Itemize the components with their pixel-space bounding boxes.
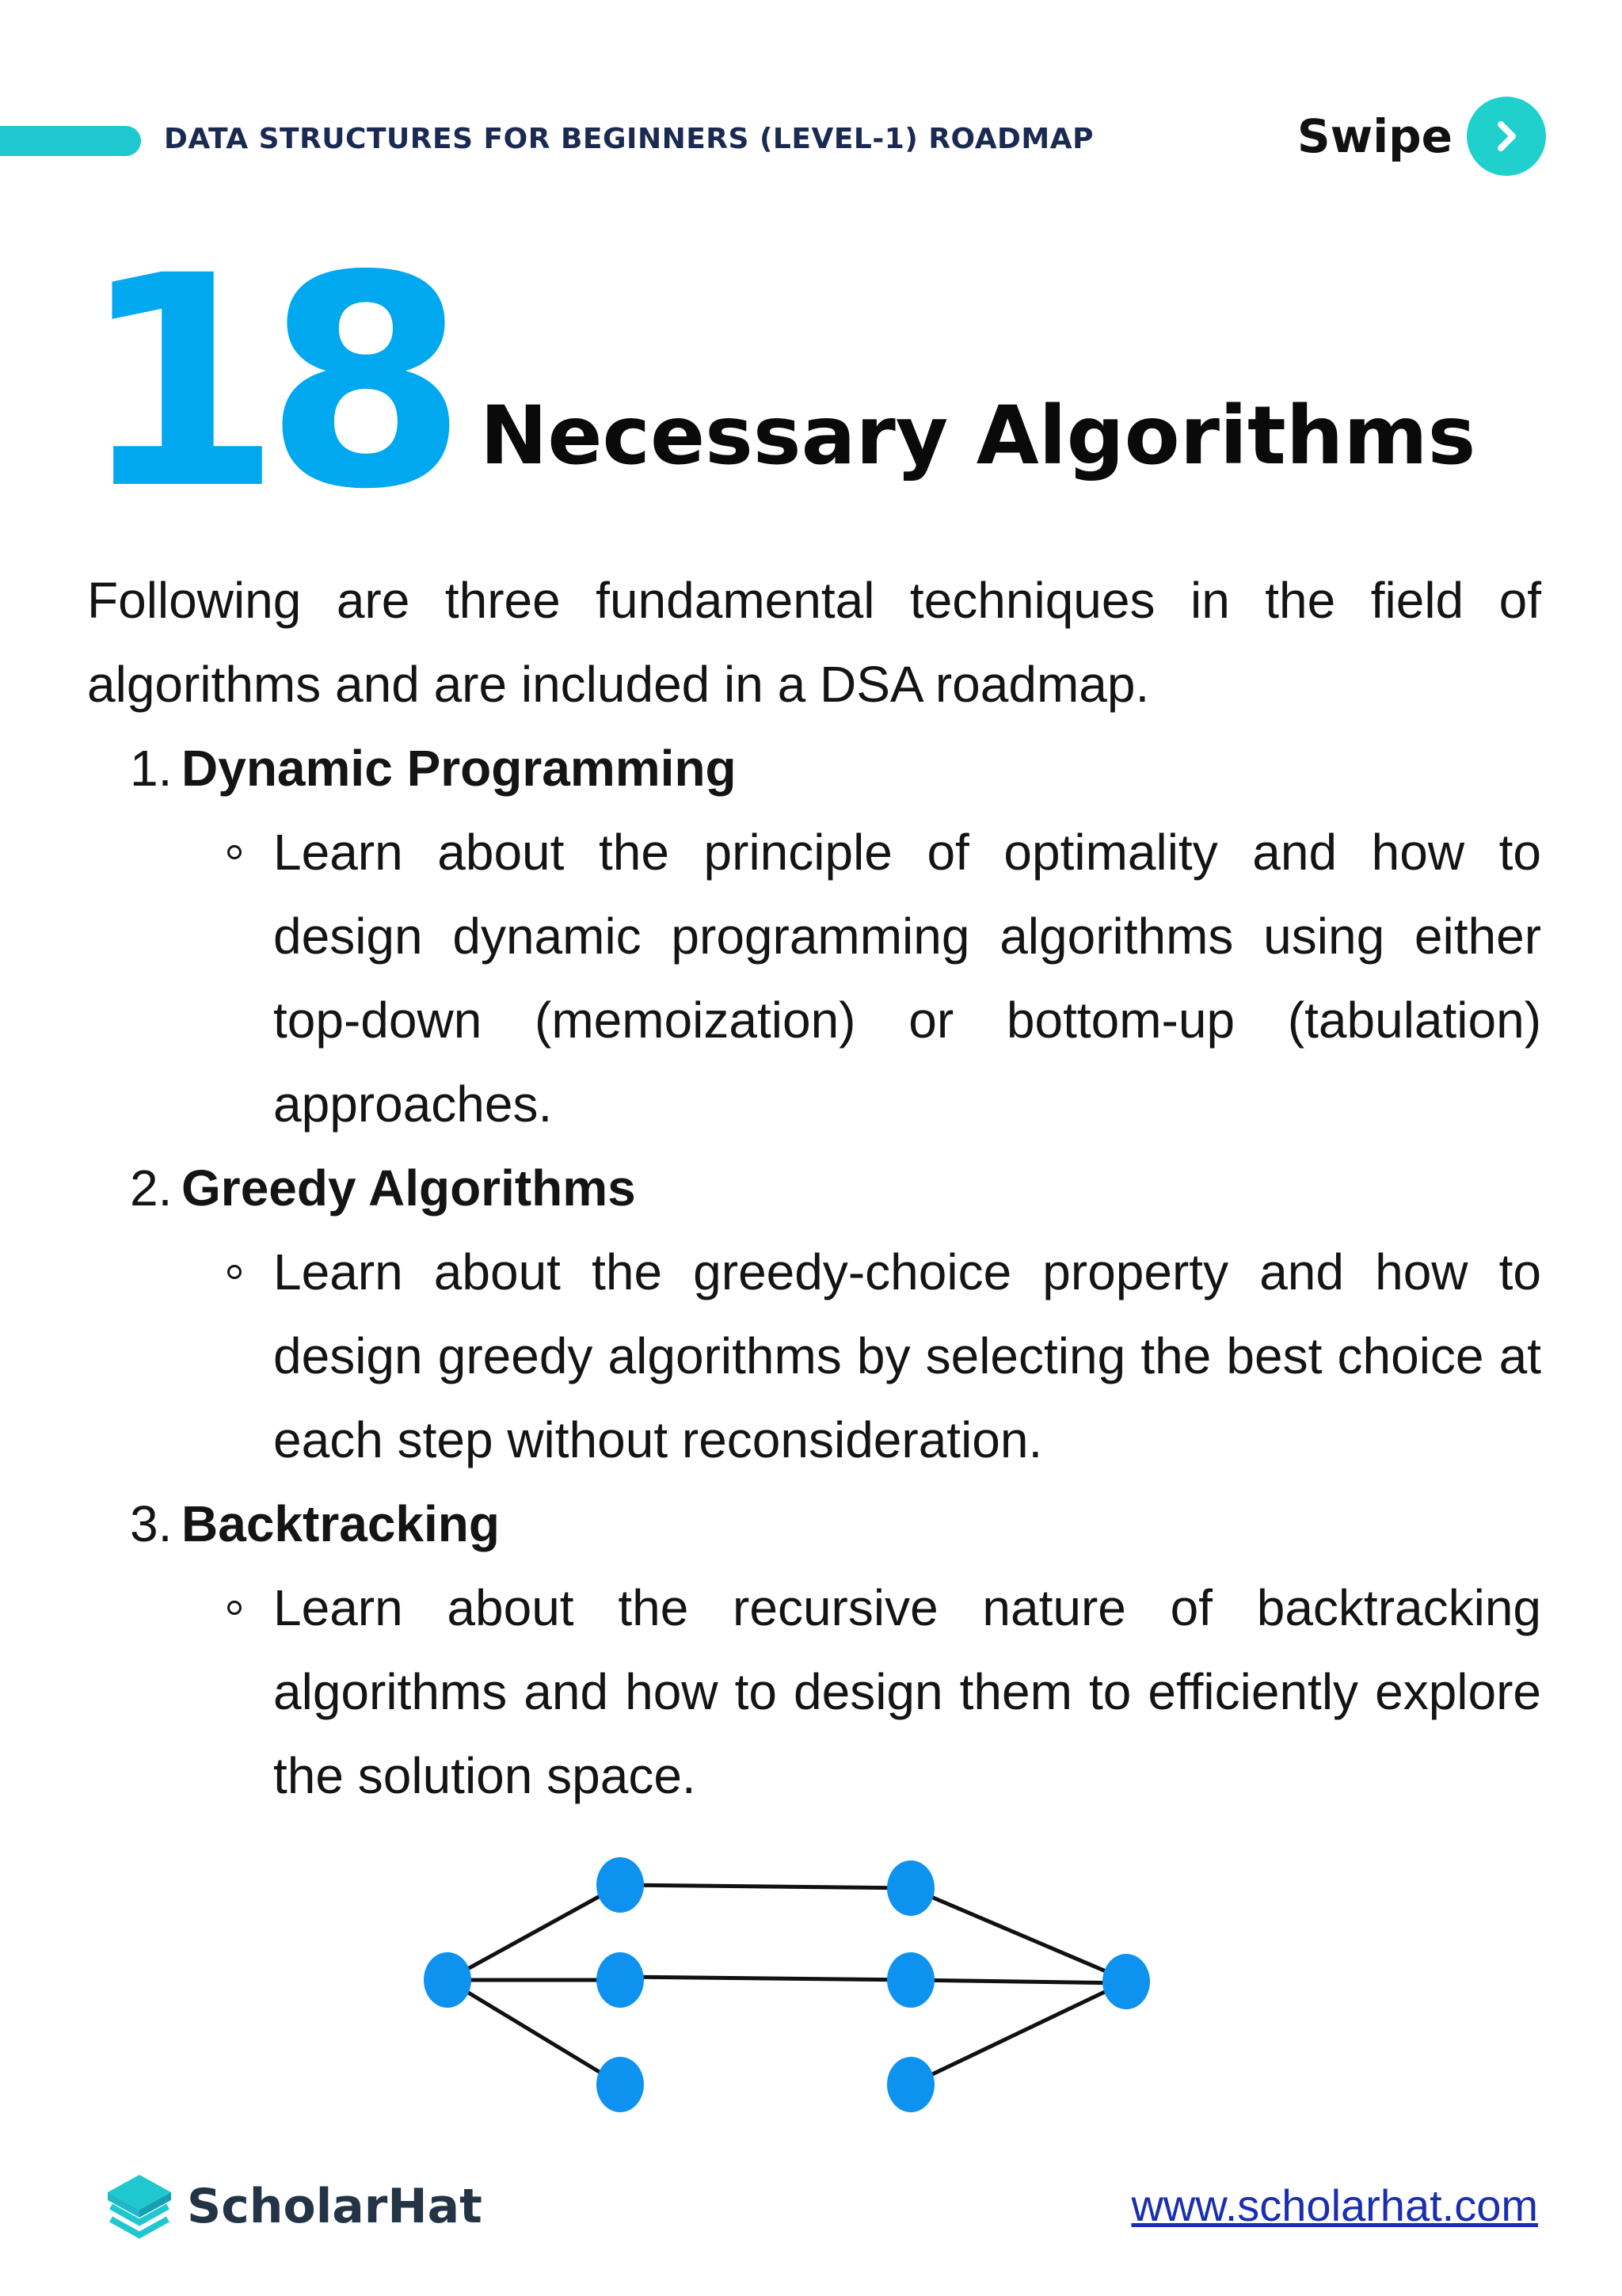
graph-node <box>887 1860 935 1916</box>
algorithm-list <box>87 726 1541 1818</box>
algorithm-number: 1. <box>130 740 173 797</box>
header-accent-bar <box>0 126 141 156</box>
section-number: 18 <box>79 213 451 553</box>
graph-illustration <box>420 1845 1156 2115</box>
stacked-layers-logo-icon <box>103 2170 176 2243</box>
graph-node <box>596 1952 644 2008</box>
graph-edges <box>447 1885 1126 2085</box>
intro-paragraph: Following are three fundamental techniques in the field of algorithms and are included in a DSA roadmap. <box>87 572 1541 713</box>
list-item <box>87 1482 1541 1818</box>
hollow-circle-bullet-icon <box>227 1265 242 1279</box>
graph-nodes <box>424 1857 1150 2112</box>
scholarhat-logo <box>103 2170 482 2243</box>
swipe-control[interactable] <box>1297 97 1546 176</box>
algorithm-description-item <box>273 1566 1541 1818</box>
list-item <box>87 1146 1541 1482</box>
algorithm-heading <box>87 1482 1541 1566</box>
graph-edge <box>911 1980 1126 1983</box>
hollow-circle-bullet-icon <box>227 845 242 859</box>
algorithm-number: 2. <box>130 1159 173 1217</box>
algorithm-description: Learn about the recursive nature of backtracking algorithms and how to design them to efficiently explore the solution space. <box>273 1579 1541 1804</box>
algorithm-heading <box>87 726 1541 810</box>
algorithm-description: Learn about the greedy-choice property and how to design greedy algorithms by selecting the best choice at each step without reconsideration. <box>273 1243 1541 1468</box>
graph-edge <box>911 1888 1126 1980</box>
graph-node <box>887 2057 935 2112</box>
algorithm-name: Dynamic Programming <box>181 740 737 797</box>
graph-node <box>1102 1954 1150 2009</box>
algorithm-description-item <box>273 1230 1541 1482</box>
section-title: Necessary Algorithms <box>480 389 1476 483</box>
hollow-circle-bullet-icon <box>227 1601 242 1615</box>
graph-edge <box>620 1885 911 1888</box>
graph-node <box>596 2057 644 2112</box>
algorithm-description: Learn about the principle of optimality and how to design dynamic programming algorithms using either top-down (memoization) or bottom-up (tabulation) approaches. <box>273 824 1541 1133</box>
chevron-right-icon[interactable] <box>1467 97 1546 176</box>
website-link[interactable]: www.scholarhat.com <box>1131 2180 1538 2230</box>
header-title: DATA STRUCTURES FOR BEGINNERS (LEVEL-1) ROADMAP <box>164 123 1095 155</box>
algorithm-name: Greedy Algorithms <box>181 1159 636 1217</box>
brand-name: ScholarHat <box>187 2179 482 2234</box>
list-item <box>87 726 1541 1146</box>
content <box>87 558 1541 1818</box>
graph-edge <box>447 1885 620 1980</box>
algorithm-description-item <box>273 810 1541 1146</box>
swipe-label: Swipe <box>1296 109 1453 163</box>
graph-node <box>596 1857 644 1913</box>
graph-node <box>887 1952 935 2008</box>
algorithm-number: 3. <box>130 1495 173 1552</box>
graph-edge <box>911 1982 1126 2085</box>
graph-edge <box>447 1980 620 2085</box>
graph-node <box>424 1952 471 2008</box>
algorithm-name: Backtracking <box>181 1495 500 1552</box>
graph-edge <box>620 1977 911 1980</box>
algorithm-heading <box>87 1146 1541 1230</box>
